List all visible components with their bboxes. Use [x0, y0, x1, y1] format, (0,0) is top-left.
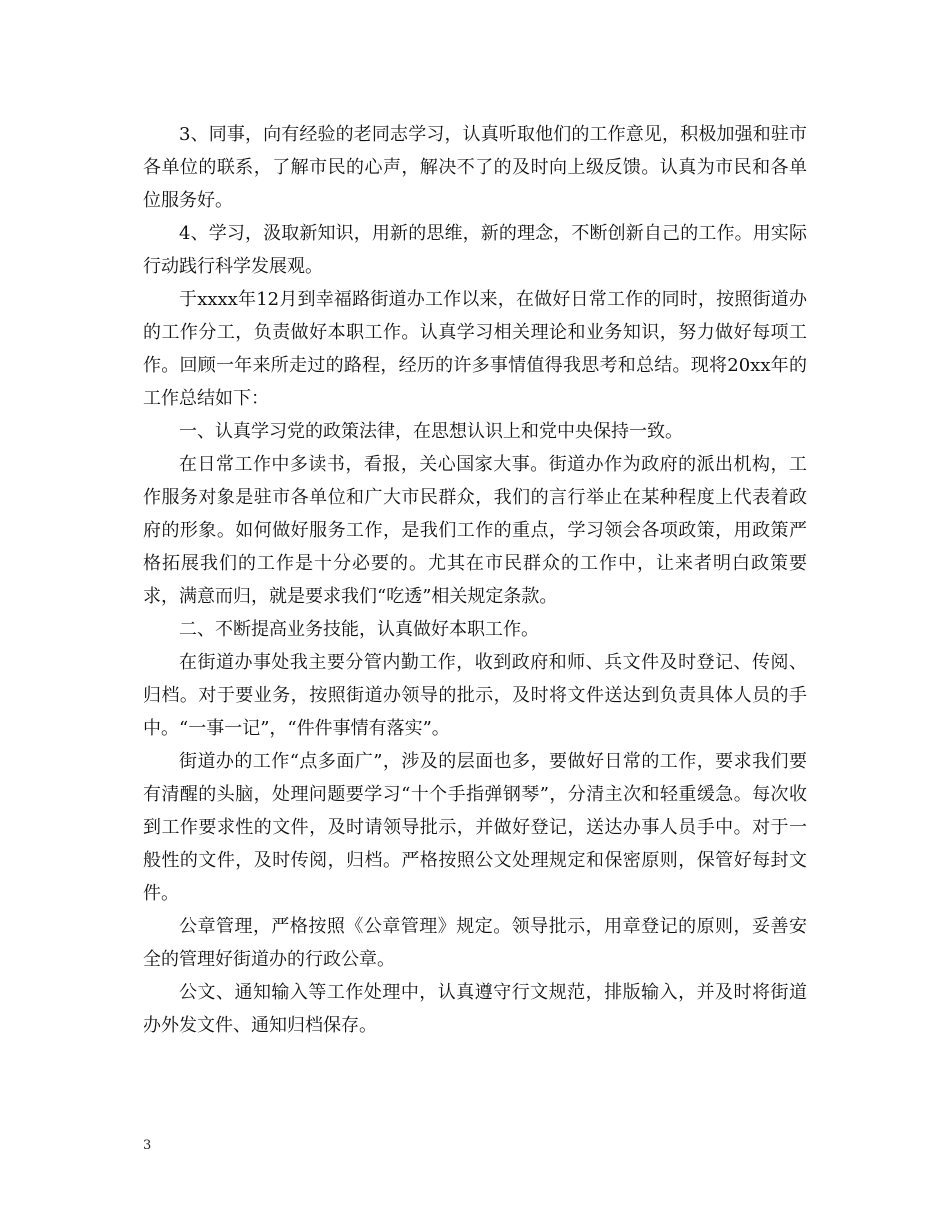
section-heading-2: 二、不断提高业务技能，认真做好本职工作。: [179, 619, 539, 640]
paragraph-3: 于xxxx年12月到幸福路街道办工作以来，在做好日常工作的同时，按照街道办的工作分工，负责做好本职工作。认真学习相关理论和业务知识，努力做好每项工作。回顾一年来所走过的路程，经历的许多事情值得我思考和总结。现将20xx年的工作总结如下：: [143, 289, 807, 409]
paragraph-5: 在街道办事处我主要分管内勤工作，收到政府和师、兵文件及时登记、传阅、归档。对于要业务，按照街道办领导的批示，及时将文件送达到负责具体人员的手中。“一事一记”，“件件事情有落实”。: [143, 652, 807, 739]
paragraph-6: 街道办的工作“点多面广”，涉及的层面也多，要做好日常的工作，要求我们要有清醒的头脑，处理问题要学习“十个手指弹钢琴”，分清主次和轻重缓急。每次收到工作要求性的文件，及时请领导批示，并做好登记，送达办事人员手中。对于一般性的文件，及时传阅，归档。严格按照公文处理规定和保密原则，保管好每封文件。: [143, 751, 807, 904]
paragraph-1: 3、同事，向有经验的老同志学习，认真听取他们的工作意见，积极加强和驻市各单位的联系，了解市民的心声，解决不了的及时向上级反馈。认真为市民和各单位服务好。: [143, 124, 807, 211]
paragraph-4: 在日常工作中多读书，看报，关心国家大事。街道办作为政府的派出机构，工作服务对象是驻市各单位和广大市民群众，我们的言行举止在某种程度上代表着政府的形象。如何做好服务工作，是我们工作的重点，学习领会各项政策，用政策严格拓展我们的工作是十分必要的。尤其在市民群众的工作中，让来者明白政策要求，满意而归，就是要求我们“吃透”相关规定条款。: [143, 454, 807, 607]
paragraph-7: 公章管理，严格按照《公章管理》规定。领导批示，用章登记的原则，妥善安全的管理好街道办的行政公章。: [143, 916, 807, 970]
paragraph-2: 4、学习，汲取新知识，用新的思维，新的理念，不断创新自己的工作。用实际行动践行科学发展观。: [143, 223, 807, 277]
document-body: [143, 118, 807, 1042]
page-number: 3: [143, 1138, 152, 1153]
paragraph-8: 公文、通知输入等工作处理中，认真遵守行文规范，排版输入，并及时将街道办外发文件、通知归档保存。: [143, 982, 807, 1036]
section-heading-1: 一、认真学习党的政策法律，在思想认识上和党中央保持一致。: [179, 421, 683, 442]
